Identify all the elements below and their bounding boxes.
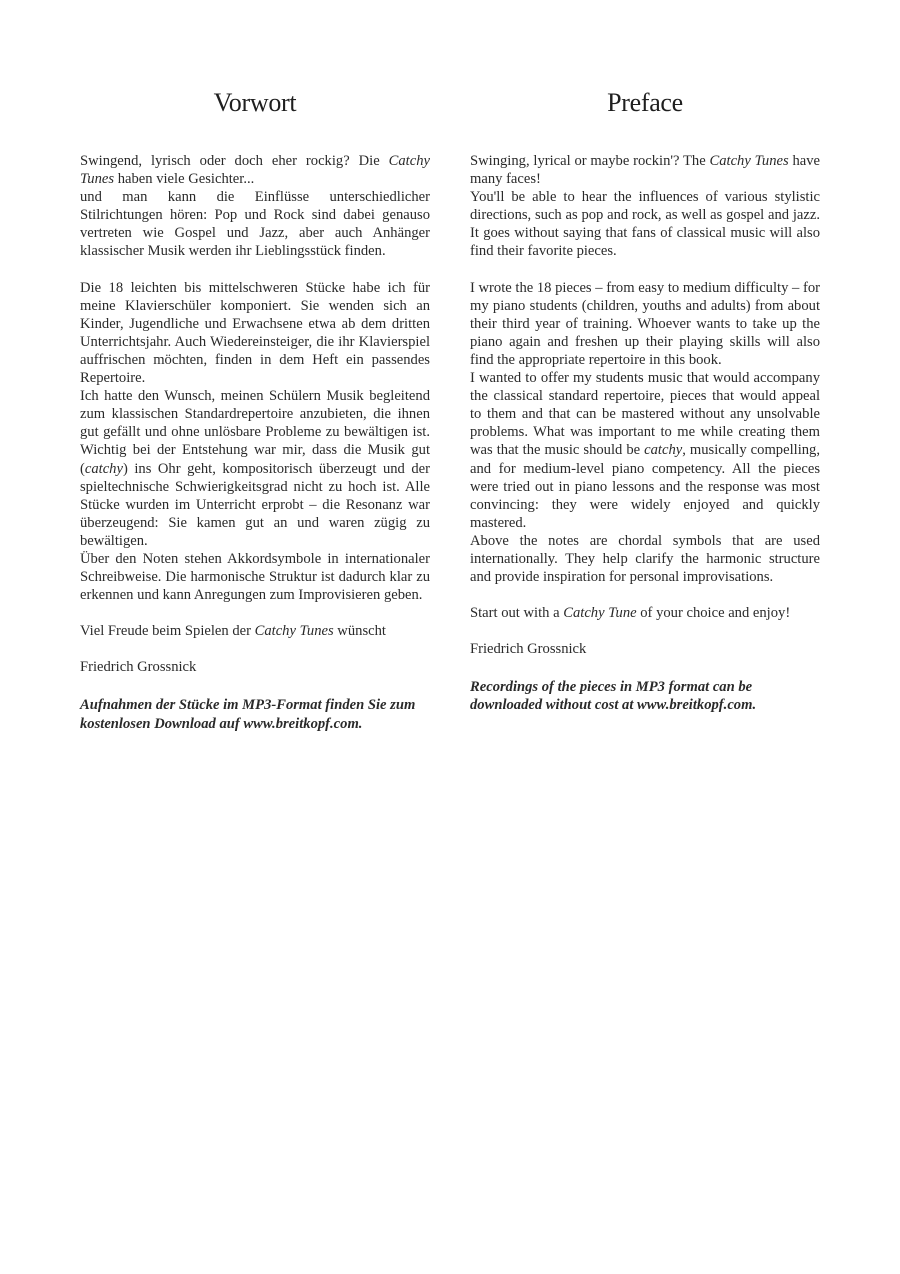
german-signature: Friedrich Grossnick (80, 659, 197, 676)
german-closing-text: Viel Freude beim Spielen der (80, 623, 255, 640)
english-closing-text: Start out with a (470, 605, 564, 622)
german-download-note: Aufnahmen der Stücke im MP3-Format finden Sie zum kostenlosen Download auf www.breitkopf.com. (80, 697, 416, 732)
german-wish-paragraph (80, 387, 430, 550)
english-pieces-paragraph: I wrote the 18 pieces – from easy to medium difficulty – for my piano students (children, youths and adults) from about their third year of training. Whoever wants to take up the piano again and freshen up their playing skills will also find the appropriate repertoire in this book. (470, 279, 820, 368)
german-intro-text-end: haben viele Gesichter... (114, 171, 255, 188)
german-intro (80, 152, 430, 188)
german-wish-text: Ich hatte den Wunsch, meinen Schülern Musik begleitend zum klassischen Standardrepertoire anzubieten, die ihnen gut gefällt und ohne unlösbare Probleme zu bewältigen ist. Wichtig bei der Entstehung war mir, dass die Musik gut ( (80, 388, 430, 477)
german-closing (80, 622, 430, 640)
german-intro-text: Swingend, lyrisch oder doch eher rockig? Die (80, 153, 389, 169)
german-chords-paragraph: Über den Noten stehen Akkordsymbole in internationaler Schreibweise. Die harmonische Struktur ist dadurch klar zu erkennen und kann Anregungen zum Improvisieren geben. (80, 550, 430, 604)
english-download-note: Recordings of the pieces in MP3 format can be downloaded without cost at www.breitkopf.com. (470, 679, 757, 714)
english-signature: Friedrich Grossnick (470, 641, 587, 658)
german-wish-emphasis: catchy (84, 460, 123, 477)
german-closing-title: Catchy Tunes (254, 623, 334, 640)
english-intro-text-end: have many faces! (470, 153, 821, 188)
english-column (470, 88, 820, 715)
english-closing (470, 604, 820, 622)
english-chords-paragraph: Above the notes are chordal symbols that are used internationally. They help clarify the harmonic structure and provide inspiration for personal improvisations. (470, 532, 820, 586)
german-column (80, 88, 430, 733)
english-intro (470, 152, 820, 188)
german-closing-text-end: wünscht (333, 623, 386, 640)
english-wish-text: I wanted to offer my students music that would accompany the classical standard repertoire, pieces that would appeal to them and that can be mastered without any unsolvable problems. What was important to me while creating them was that the music should be (470, 370, 820, 459)
english-styles-paragraph: You'll be able to hear the influences of various stylistic directions, such as pop and rock, as well as gospel and jazz. It goes without saying that fans of classical music will also find their favorite pieces. (470, 189, 820, 260)
english-wish-paragraph (470, 369, 820, 532)
english-intro-title: Catchy Tunes (709, 153, 789, 169)
german-intro-title: Catchy Tunes (80, 153, 430, 188)
english-wish-emphasis: catchy (644, 442, 683, 459)
english-closing-text-end: of your choice and enjoy! (636, 605, 791, 622)
german-heading: Vorwort (213, 88, 297, 117)
english-intro-text: Swinging, lyrical or maybe rockin'? The (470, 153, 710, 169)
english-heading: Preface (607, 88, 683, 117)
german-styles-paragraph: und man kann die Einflüsse unterschiedlicher Stilrichtungen hören: Pop und Rock sind dabei genauso vertreten wie Gospel und Jazz, aber auch Anhänger klassischer Musik werden ihr Lieblingsstück finden. (80, 189, 430, 260)
english-wish-text-end: , musically compelling, and for medium-level piano competency. All the pieces were tried out in piano lessons and the response was most convincing: they were widely enjoyed and quickly mastered. (470, 442, 820, 531)
english-closing-title: Catchy Tune (563, 605, 637, 622)
german-pieces-paragraph: Die 18 leichten bis mittelschweren Stücke habe ich für meine Klavierschüler komponiert. Sie wenden sich an Kinder, Jugendliche und Erwachsene etwa ab dem dritten Unterrichtsjahr. Auch Wiedereinsteiger, die ihr Klavierspiel auffrischen möchten, finden in dem Heft ein passendes Repertoire. (80, 279, 430, 387)
german-wish-text-end: ) ins Ohr geht, kompositorisch überzeugt und der spieltechnische Schwierigkeitsgrad nicht zu hoch ist. Alle Stücke wurden im Unterricht erprobt – die Resonanz war überzeugend: Sie kamen gut an und waren zügig zu bewältigen. (80, 460, 430, 549)
